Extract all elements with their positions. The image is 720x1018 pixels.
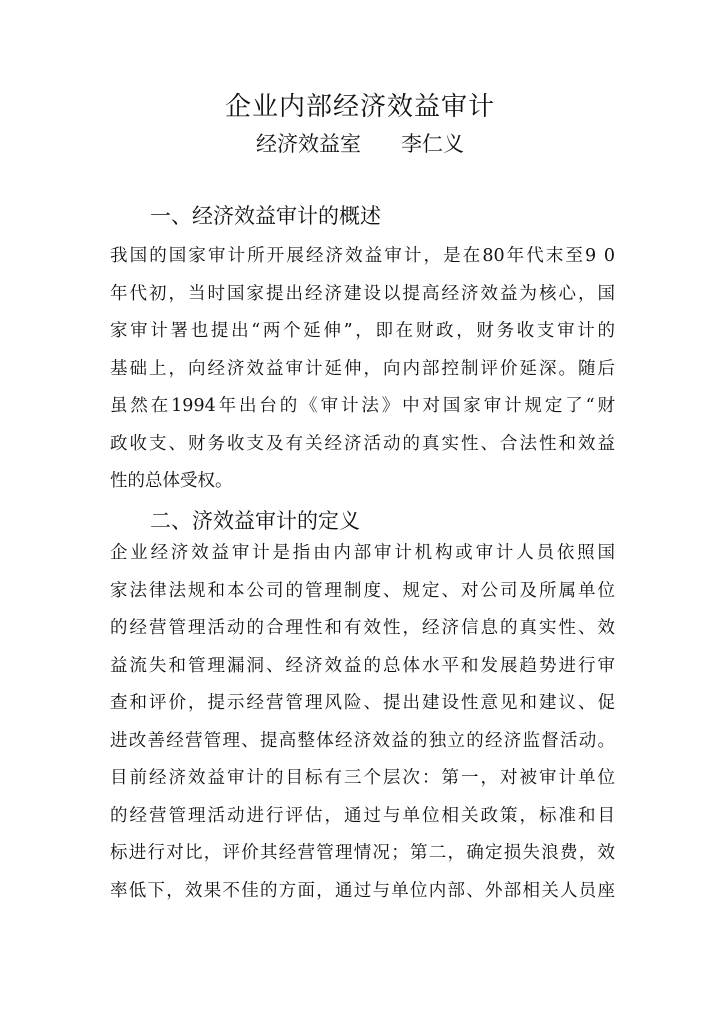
text-line: 率低下，效果不佳的方面，通过与单位内部、外部相关人员座 bbox=[110, 880, 615, 901]
text-line: 年代初，当时国家提出经济建设以提高经济效益为核心，国 bbox=[110, 283, 615, 304]
text-line: 基础上，向经济效益审计延伸，向内部控制评价延深。随后 bbox=[110, 358, 615, 379]
byline bbox=[0, 128, 720, 158]
section-body-overview bbox=[110, 238, 615, 501]
text-line: 企业经济效益审计是指由内部审计机构或审计人员依照国 bbox=[110, 543, 615, 563]
text-line: 标进行对比，评价其经营管理情况；第二，确定损失浪费，效 bbox=[110, 843, 615, 863]
section-body-definition bbox=[110, 535, 615, 910]
author-name: 李仁义 bbox=[401, 132, 464, 156]
text-line: 政收支、财务收支及有关经济活动的真实性、合法性和效益 bbox=[110, 433, 615, 454]
text-line: 查和评价，提示经营管理风险、提出建设性意见和建议、促 bbox=[110, 693, 615, 713]
text-line: 进改善经营管理、提高整体经济效益的独立的经济监督活动。 bbox=[110, 730, 615, 751]
text-line: 益流失和管理漏洞、经济效益的总体水平和发展趋势进行审 bbox=[110, 655, 615, 676]
text-line: 的经营管理活动进行评估，通过与单位相关政策，标准和目 bbox=[110, 805, 615, 826]
text-line: 性的总体受权。 bbox=[110, 471, 233, 491]
text-line: 目前经济效益审计的目标有三个层次：第一，对被审计单位 bbox=[110, 768, 615, 788]
text-line: 我国的国家审计所开展经济效益审计，是在80年代末至9 0 bbox=[110, 246, 615, 266]
text-line: 家法律法规和本公司的管理制度、规定、对公司及所属单位 bbox=[110, 580, 615, 601]
section-heading-definition: 二、济效益审计的定义 bbox=[150, 509, 360, 533]
section-heading-overview: 一、经济效益审计的概述 bbox=[150, 204, 381, 228]
department-name: 经济效益室 bbox=[256, 132, 361, 156]
text-line: 的经营管理活动的合理性和有效性，经济信息的真实性、效 bbox=[110, 618, 615, 638]
document-title: 企业内部经济效益审计 bbox=[224, 92, 495, 122]
text-line: 虽然在1994年出台的《审计法》中对国家审计规定了“财 bbox=[110, 396, 615, 416]
text-line: 家审计署也提出“两个延伸”，即在财政，财务收支审计的 bbox=[110, 321, 615, 341]
